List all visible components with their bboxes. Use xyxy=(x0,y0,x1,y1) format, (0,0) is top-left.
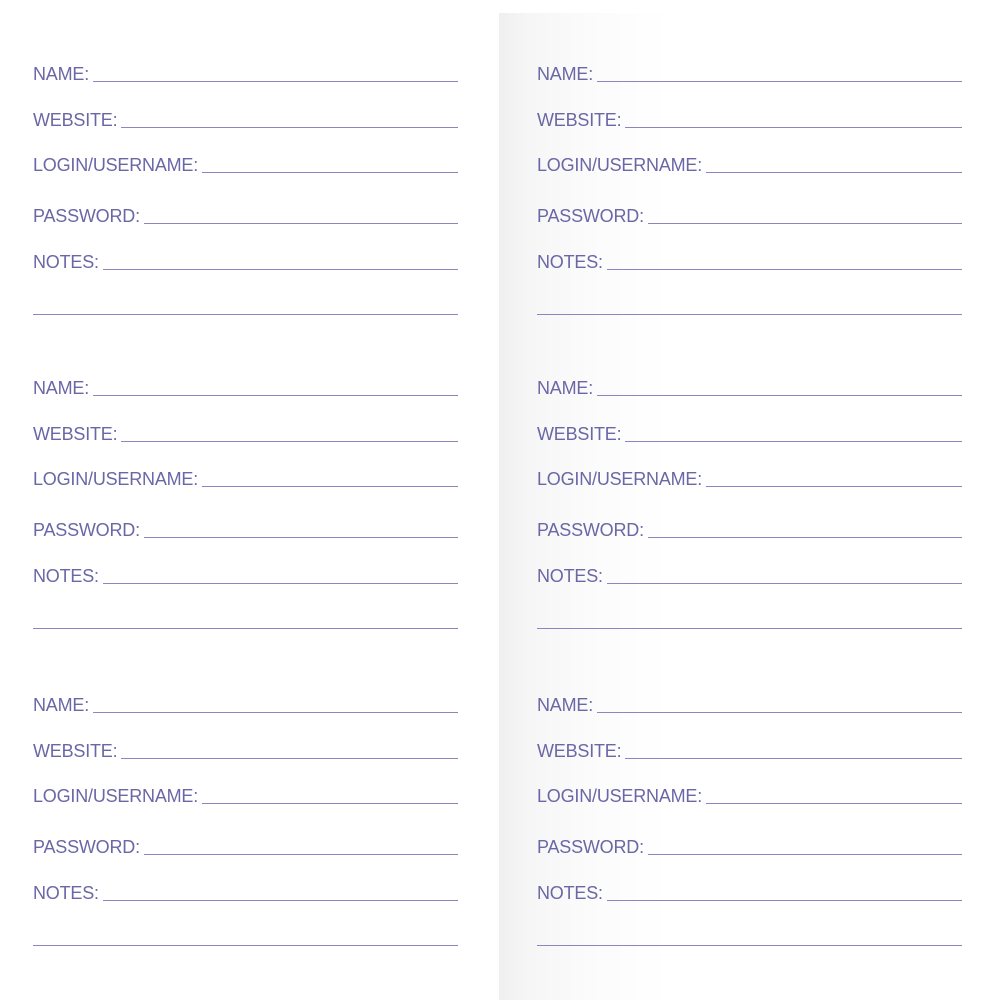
name-field[interactable] xyxy=(33,693,458,715)
login-username-label: LOGIN/USERNAME: xyxy=(33,786,199,806)
website-blank-line[interactable] xyxy=(625,758,962,759)
password-blank-line[interactable] xyxy=(144,223,458,224)
website-blank-line[interactable] xyxy=(625,441,962,442)
notes-blank-line[interactable] xyxy=(607,900,962,901)
website-field[interactable] xyxy=(33,739,458,761)
right-column xyxy=(537,0,962,1000)
name-label: NAME: xyxy=(537,695,594,715)
name-blank-line[interactable] xyxy=(597,712,962,713)
login-username-label: LOGIN/USERNAME: xyxy=(33,469,199,489)
website-label: WEBSITE: xyxy=(33,424,118,444)
website-blank-line[interactable] xyxy=(121,758,458,759)
password-blank-line[interactable] xyxy=(648,537,962,538)
login-username-blank-line[interactable] xyxy=(202,486,458,487)
name-blank-line[interactable] xyxy=(93,81,458,82)
notes-blank-line[interactable] xyxy=(103,583,458,584)
password-blank-line[interactable] xyxy=(648,854,962,855)
login-username-label: LOGIN/USERNAME: xyxy=(33,155,199,175)
notes-extra-line[interactable] xyxy=(537,628,962,629)
notes-label: NOTES: xyxy=(33,566,99,586)
name-field[interactable] xyxy=(537,62,962,84)
name-blank-line[interactable] xyxy=(597,81,962,82)
notes-label: NOTES: xyxy=(537,566,603,586)
password-label: PASSWORD: xyxy=(33,837,140,857)
login-username-field[interactable] xyxy=(537,784,962,806)
notes-blank-line[interactable] xyxy=(607,269,962,270)
password-label: PASSWORD: xyxy=(537,206,644,226)
notes-extra-line[interactable] xyxy=(33,945,458,946)
password-label: PASSWORD: xyxy=(537,837,644,857)
password-entry-5 xyxy=(537,314,962,586)
notes-field[interactable] xyxy=(33,881,458,903)
password-field[interactable] xyxy=(33,518,458,540)
notes-label: NOTES: xyxy=(33,252,99,272)
website-label: WEBSITE: xyxy=(33,110,118,130)
login-username-field[interactable] xyxy=(33,784,458,806)
password-label: PASSWORD: xyxy=(33,520,140,540)
website-field[interactable] xyxy=(33,108,458,130)
website-field[interactable] xyxy=(537,739,962,761)
login-username-label: LOGIN/USERNAME: xyxy=(537,786,703,806)
website-blank-line[interactable] xyxy=(625,127,962,128)
login-username-label: LOGIN/USERNAME: xyxy=(537,155,703,175)
login-username-blank-line[interactable] xyxy=(202,803,458,804)
website-field[interactable] xyxy=(537,108,962,130)
login-username-label: LOGIN/USERNAME: xyxy=(537,469,703,489)
password-entry-3 xyxy=(33,631,458,903)
login-username-blank-line[interactable] xyxy=(202,172,458,173)
login-username-blank-line[interactable] xyxy=(706,486,962,487)
password-entry-1 xyxy=(33,0,458,272)
login-username-field[interactable] xyxy=(537,153,962,175)
name-blank-line[interactable] xyxy=(93,712,458,713)
password-entry-4 xyxy=(537,0,962,272)
notes-field[interactable] xyxy=(33,250,458,272)
login-username-field[interactable] xyxy=(537,467,962,489)
notes-blank-line[interactable] xyxy=(103,269,458,270)
website-blank-line[interactable] xyxy=(121,441,458,442)
password-field[interactable] xyxy=(537,835,962,857)
login-username-field[interactable] xyxy=(33,467,458,489)
password-field[interactable] xyxy=(33,204,458,226)
password-label: PASSWORD: xyxy=(33,206,140,226)
notes-extra-line[interactable] xyxy=(33,628,458,629)
website-field[interactable] xyxy=(537,422,962,444)
password-entry-6 xyxy=(537,631,962,903)
website-field[interactable] xyxy=(33,422,458,444)
website-label: WEBSITE: xyxy=(33,741,118,761)
name-field[interactable] xyxy=(33,62,458,84)
notes-blank-line[interactable] xyxy=(103,900,458,901)
name-blank-line[interactable] xyxy=(93,395,458,396)
notes-field[interactable] xyxy=(537,564,962,586)
name-label: NAME: xyxy=(537,64,594,84)
name-label: NAME: xyxy=(33,64,90,84)
notes-blank-line[interactable] xyxy=(607,583,962,584)
password-label: PASSWORD: xyxy=(537,520,644,540)
notes-extra-line[interactable] xyxy=(537,945,962,946)
website-blank-line[interactable] xyxy=(121,127,458,128)
login-username-blank-line[interactable] xyxy=(706,803,962,804)
name-label: NAME: xyxy=(33,378,90,398)
password-field[interactable] xyxy=(33,835,458,857)
password-field[interactable] xyxy=(537,204,962,226)
notes-field[interactable] xyxy=(537,250,962,272)
password-blank-line[interactable] xyxy=(144,537,458,538)
name-blank-line[interactable] xyxy=(597,395,962,396)
notes-label: NOTES: xyxy=(33,883,99,903)
notes-field[interactable] xyxy=(537,881,962,903)
notes-label: NOTES: xyxy=(537,883,603,903)
notes-label: NOTES: xyxy=(537,252,603,272)
notes-field[interactable] xyxy=(33,564,458,586)
name-field[interactable] xyxy=(537,693,962,715)
name-field[interactable] xyxy=(33,376,458,398)
name-label: NAME: xyxy=(537,378,594,398)
website-label: WEBSITE: xyxy=(537,110,622,130)
password-blank-line[interactable] xyxy=(648,223,962,224)
password-field[interactable] xyxy=(537,518,962,540)
left-column xyxy=(33,0,458,1000)
website-label: WEBSITE: xyxy=(537,741,622,761)
website-label: WEBSITE: xyxy=(537,424,622,444)
password-blank-line[interactable] xyxy=(144,854,458,855)
name-label: NAME: xyxy=(33,695,90,715)
login-username-blank-line[interactable] xyxy=(706,172,962,173)
login-username-field[interactable] xyxy=(33,153,458,175)
name-field[interactable] xyxy=(537,376,962,398)
password-entry-2 xyxy=(33,314,458,586)
